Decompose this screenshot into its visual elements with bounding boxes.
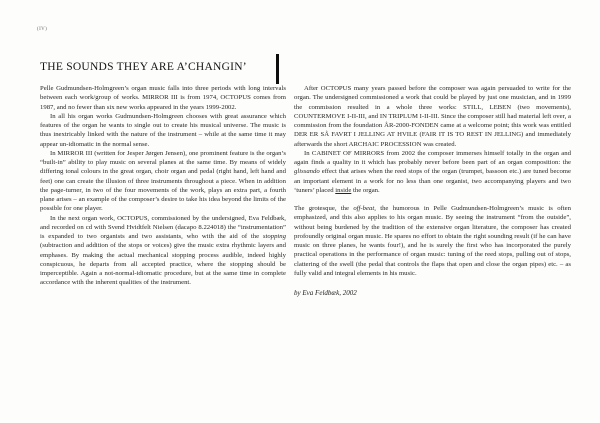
paragraph-intro: Pelle Gudmundsen-Holmgreen’s organ music falls into three periods with long intervals between each work/group of works. MIRROR III is from 1974, OCTOPUS comes from 1987, and no fewer than six new works appeared in the years 1999-2002. [40,85,286,111]
left-column [40,84,286,288]
paragraph-octopus: In the next organ work, OCTOPUS, commissioned by the undersigned, Eva Feldbæk, and recorded on cd with Svend Hvidtfelt Nielsen (dacapo 8.224018) the “instrumentation” is expanded to two organists and two assistants, who with the aid of the stopping (subtraction and addition of the stops or voices) give the music extra rhythmic layers and emphases. By making the actual mechanical stopping process audible, indeed highly conspicuous, he departs from all accepted practice, where the stopping should be imperceptible. Again a not-normal-idiomatic procedure, but at the same time in complete accordance with the inherent qualities of the instrument. [40,214,286,287]
page-marker: (IV) [37,27,48,32]
right-column [294,84,571,298]
paragraph-organ-works: In all his organ works Gudmundsen-Holmgreen chooses with great assurance which features of the organ he wants to single out to create his musical universe. The music is thus inextricably linked with the nature of the instrument – while at the same time it may appear un-idiomatic in the normal sense. [40,112,286,148]
author-byline: by Eva Feldbæk, 2002 [294,289,357,297]
paragraph-grotesque: The grotesque, the off-beat, the humorous in Pelle Gudmundsen-Holmgreen’s music is often emphasized, and this also applies to his organ music. By seeing the instrument “from the outside”, without being burdened by the tradition of the extensive organ literature, the composer has created profoundly original organ music. He spares no effort to obtain the right sounding result (if he can have music on three planes, he wants four!), and he is surely the first who has incorporated the purely practical operations in the performance of organ music: tuning of the reed stops, pulling out of stops, clattering of the swell (the pedal that controls the flaps that open and close the organ pipes) etc. – as fully valid and integral elements in his music. [294,205,571,277]
paragraph-after-octopus: After OCTOPUS many years passed before the composer was again persuaded to write for the organ. The undersigned commissioned a work that could be played by just one musician, and in 1999 the commission resulted in a whole three works: STILL, LEBEN (two movements), COUNTERMOVE I-II-III, and IN TRIPLUM I-II-III. Since the composer still had material left over, a commission from the foundation ÅR-2000-FONDEN came at a welcome point; this work was entitled DER ER SÅ FAVRT I JELLING AT HVILE (FAIR IT IS TO REST IN JELLING) and immediately afterwards the short ARCHAIC PROCESSION was created. [294,85,571,148]
column-divider-bar [276,54,279,84]
paragraph-mirror-iii: In MIRROR III (written for Jesper Jørgen Jensen), one prominent feature is the organ’s “built-in” ability to play music on several planes at the same time. By means of widely differing tonal colours in the great organ, choir organ and pedal (right hand, left hand and feet) one can create the illusion of three instruments throughout a piece. When in addition the page-turner, in two of the four movements of the work, plays an extra part, a fourth plane arises – an example of the composer’s desire to take his idea beyond the limits of the possible for one player. [40,149,286,213]
paragraph-cabinet-of-mirrors: In CABINET OF MIRRORS from 2002 the composer immerses himself totally in the organ and again finds a quality in it which has probably never before been part of an organ composition: the glissando effect that arises when the reed stops of the organ (trumpet, bassoon etc.) are tuned become an important element in a work for no less than one organist, two accompanying players and two ‘tuners’ placed inside the organ. [294,149,571,194]
page-title: THE SOUNDS THEY ARE A’CHANGIN’ [40,61,247,73]
